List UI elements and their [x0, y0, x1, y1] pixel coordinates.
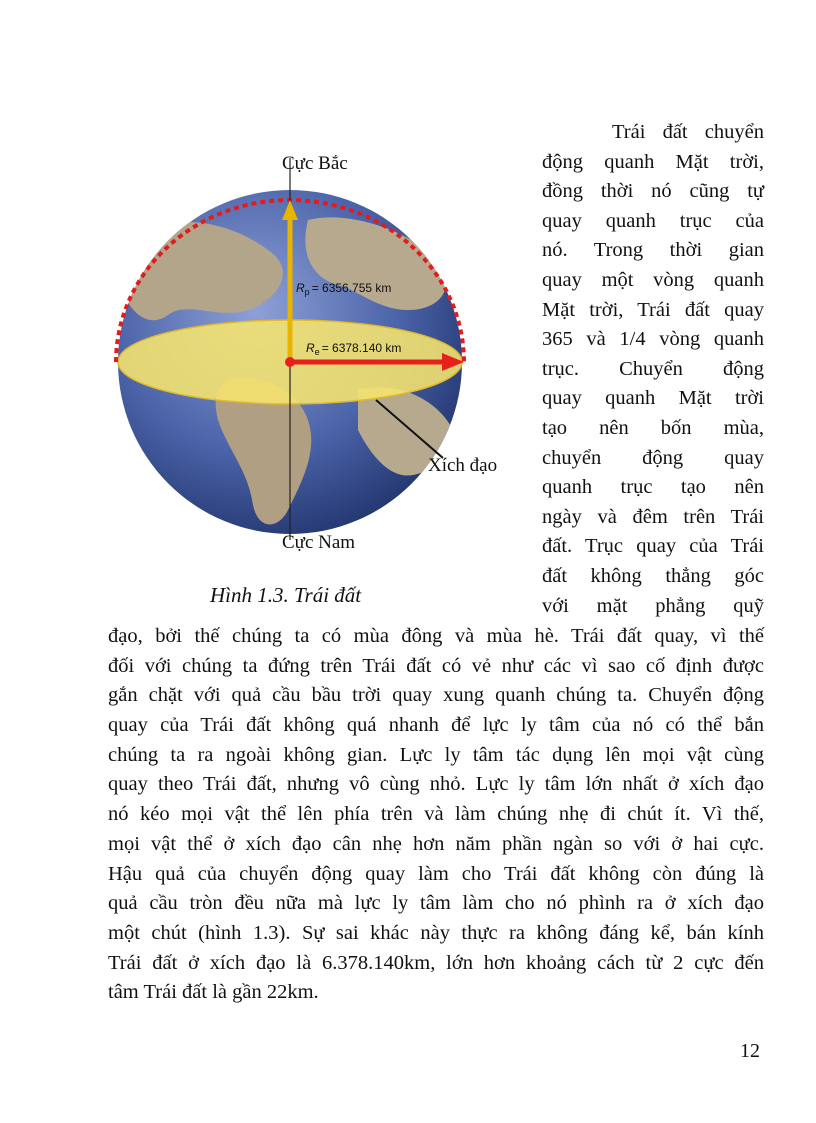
side-text-line: 365 và 1/4 vòng quanh: [542, 328, 764, 351]
side-text-line: động quanh Mặt trời,: [542, 150, 764, 173]
body-text-line: một chút (hình 1.3). Sự sai khác này thực ra không đáng kể, bán kính: [108, 921, 764, 944]
re-label: $R_e = 6378.140$ km: [306, 341, 402, 357]
side-text-line: chuyển động quay: [542, 446, 764, 469]
figure-caption: Hình 1.3. Trái đất: [210, 583, 362, 607]
side-column-text: [542, 118, 764, 621]
body-text-line: quả cầu tròn đều nữa mà lực ly tâm làm cho nó phình ra ở xích đạo: [108, 892, 764, 915]
side-text-line: đất không thẳng góc: [542, 564, 764, 587]
side-text-line: trục. Chuyển động: [542, 357, 764, 380]
page-number: 12: [740, 1040, 760, 1062]
body-text-line: mọi vật thể ở xích đạo cân nhẹ hơn năm phần ngàn so với ở hai cực.: [108, 832, 764, 855]
north-pole-label: Cực Bắc: [282, 153, 348, 174]
body-text-line: quay của Trái đất không quá nhanh để lực ly tâm của nó có thể bắn: [108, 714, 764, 737]
body-text-line: Trái đất ở xích đạo là 6.378.140km, lớn hơn khoảng cách từ 2 cực đến: [108, 951, 764, 974]
body-text-line: đạo, bởi thế chúng ta có mùa đông và mùa hè. Trái đất quay, vì thế: [108, 625, 764, 647]
side-text-line: nó. Trong thời gian: [542, 239, 764, 262]
south-pole-label: Cực Nam: [282, 532, 356, 553]
body-text-line: nó kéo mọi vật thể lên phía trên và làm chúng nhẹ đi chút ít. Vì thế,: [108, 803, 764, 826]
side-text-line: quay một vòng quanh: [542, 268, 764, 291]
side-text-line: quay quanh trục của: [542, 209, 764, 232]
side-text-line: Mặt trời, Trái đất quay: [542, 298, 764, 321]
side-text-line: với mặt phẳng quỹ: [542, 594, 764, 617]
side-text-line: đồng thời nó cũng tự: [542, 180, 764, 203]
side-text-line: Trái đất chuyển: [612, 121, 764, 143]
earth-figure: [108, 150, 518, 620]
side-text-line: ngày và đêm trên Trái: [542, 505, 764, 528]
side-text-line: quanh trục tạo nên: [542, 476, 764, 499]
body-text-line: tâm Trái đất là gần 22km.: [108, 981, 319, 1004]
body-text-line: Hậu quả của chuyển động quay làm cho Trái đất không còn đúng là: [108, 862, 764, 885]
equator-label: Xích đạo: [428, 455, 498, 476]
side-text-line: đất. Trục quay của Trái: [542, 535, 764, 558]
body-text-line: gắn chặt với quả cầu bầu trời quay xung quanh chúng ta. Chuyển động: [108, 684, 764, 707]
rp-label: $R_p = 6356.755$ km: [296, 281, 392, 297]
body-text-line: chúng ta ra ngoài không gian. Lực ly tâm tác dụng lên mọi vật cùng: [108, 743, 764, 766]
body-paragraph: [108, 622, 764, 1008]
body-text-line: quay theo Trái đất, nhưng vô cùng nhỏ. Lực ly tâm lớn nhất ở xích đạo: [108, 773, 764, 796]
side-text-line: tạo nên bốn mùa,: [542, 416, 764, 439]
earth-diagram: [108, 150, 518, 550]
side-text-line: quay quanh Mặt trời: [542, 387, 764, 410]
earth-center: [285, 357, 295, 367]
body-text-line: đối với chúng ta đứng trên Trái đất có vẻ như các vì sao cố định được: [108, 654, 764, 677]
